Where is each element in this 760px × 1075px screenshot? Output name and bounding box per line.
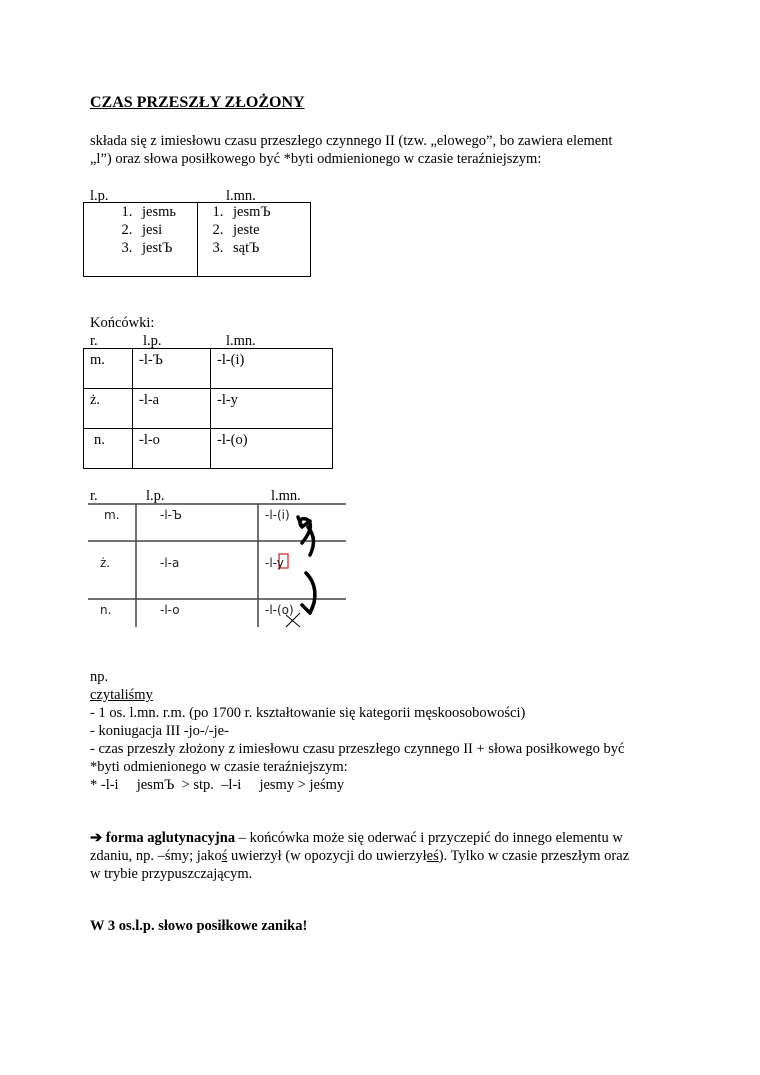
table-cell: -l-a: [133, 389, 211, 429]
list-item: 2. jeste: [227, 221, 310, 239]
endings-label: Końcówki:: [90, 315, 155, 331]
forma-text: uwierzył (w opozycji do uwierzył: [227, 848, 427, 864]
table-cell: ż.: [84, 389, 133, 429]
table-cell: ż.: [100, 556, 111, 570]
conjugation-table: [83, 202, 311, 277]
table2-header-r: r.: [90, 333, 98, 349]
table-cell: -l-o: [133, 429, 211, 469]
forma-line-3: w trybie przypuszczającym.: [90, 866, 253, 882]
forma-text: ). Tylko w czasie przeszłym oraz: [438, 848, 630, 864]
table-row: [84, 429, 333, 469]
list-item: 2. jesi: [136, 221, 197, 239]
table-cell: n.: [100, 603, 112, 617]
annotated-endings-image: [88, 503, 348, 628]
table1-lmn-cell: [198, 203, 311, 277]
table-cell: m.: [84, 349, 133, 389]
table-row: [84, 389, 333, 429]
table2-header-lp: l.p.: [143, 333, 162, 349]
page-title: CZAS PRZESZŁY ZŁOŻONY: [90, 94, 305, 111]
intro-line-1: składa się z imiesłowu czasu przeszłego czynnego II (tzw. „elowego”, bo zawiera element: [90, 133, 613, 149]
table-row: [84, 349, 333, 389]
example-line-2: - koniugacja III -jo-/-je-: [90, 723, 229, 739]
table3-header-r: r.: [90, 488, 98, 504]
annotated-table-grid: [88, 503, 348, 628]
final-note: W 3 os.l.p. słowo posiłkowe zanika!: [90, 918, 308, 934]
list-item: 3. jestЪ: [136, 239, 197, 257]
table-cell: n.: [84, 429, 133, 469]
table-cell: -l-(i): [265, 508, 290, 522]
table-cell: -l-Ъ: [160, 508, 182, 522]
table-cell: -l-y: [211, 389, 333, 429]
forma-text: zdaniu, np. –śmy; jako: [90, 848, 222, 864]
table-cell: m.: [104, 508, 120, 522]
table1-lp-cell: [84, 203, 198, 277]
table-cell: -l-Ъ: [133, 349, 211, 389]
example-line-1: - 1 os. l.mn. r.m. (po 1700 r. kształtowanie się kategorii męskoosobowości): [90, 705, 526, 721]
list-item: 3. sątЪ: [227, 239, 310, 257]
table-cell: -l-o: [160, 603, 180, 617]
table-cell: -l-y: [265, 556, 284, 570]
example-line-4: *byti odmienionego w czasie teraźniejszym:: [90, 759, 348, 775]
endings-table: [83, 348, 333, 469]
table-cell: -l-(o): [265, 603, 294, 617]
intro-line-2: „l”) oraz słowa posiłkowego być *byti odmienionego w czasie teraźniejszym:: [90, 151, 542, 167]
list-item: 1. jesmь: [136, 203, 197, 221]
forma-line-2: [90, 847, 629, 865]
example-word: czytaliśmy: [90, 687, 153, 703]
forma-term: forma aglutynacyjna: [105, 830, 236, 846]
example-line-5: * -l-i jesmЪ > stp. –l-i jesmy > jeśmy: [90, 777, 345, 793]
forma-text: – końcówka może się oderwać i przyczepić do innego elementu w: [235, 830, 623, 846]
table1-header-lmn: l.mn.: [226, 188, 256, 204]
list-item: 1. jesmЪ: [227, 203, 310, 221]
forma-underlined: ś: [221, 848, 228, 864]
table-cell: -l-(o): [211, 429, 333, 469]
table3-header-lmn: l.mn.: [271, 488, 301, 504]
table2-header-lmn: l.mn.: [226, 333, 256, 349]
table-cell: -l-(i): [211, 349, 333, 389]
example-line-3: - czas przeszły złożony z imiesłowu czasu przeszłego czynnego II + słowa posiłkowego być: [90, 741, 625, 757]
forma-line-1: [90, 829, 623, 847]
table3-header-lp: l.p.: [146, 488, 165, 504]
table1-header-lp: l.p.: [90, 188, 109, 204]
arrow-icon: ➔: [90, 830, 103, 846]
forma-underlined: eś: [426, 848, 439, 864]
example-np: np.: [90, 669, 109, 685]
table-cell: -l-a: [160, 556, 180, 570]
